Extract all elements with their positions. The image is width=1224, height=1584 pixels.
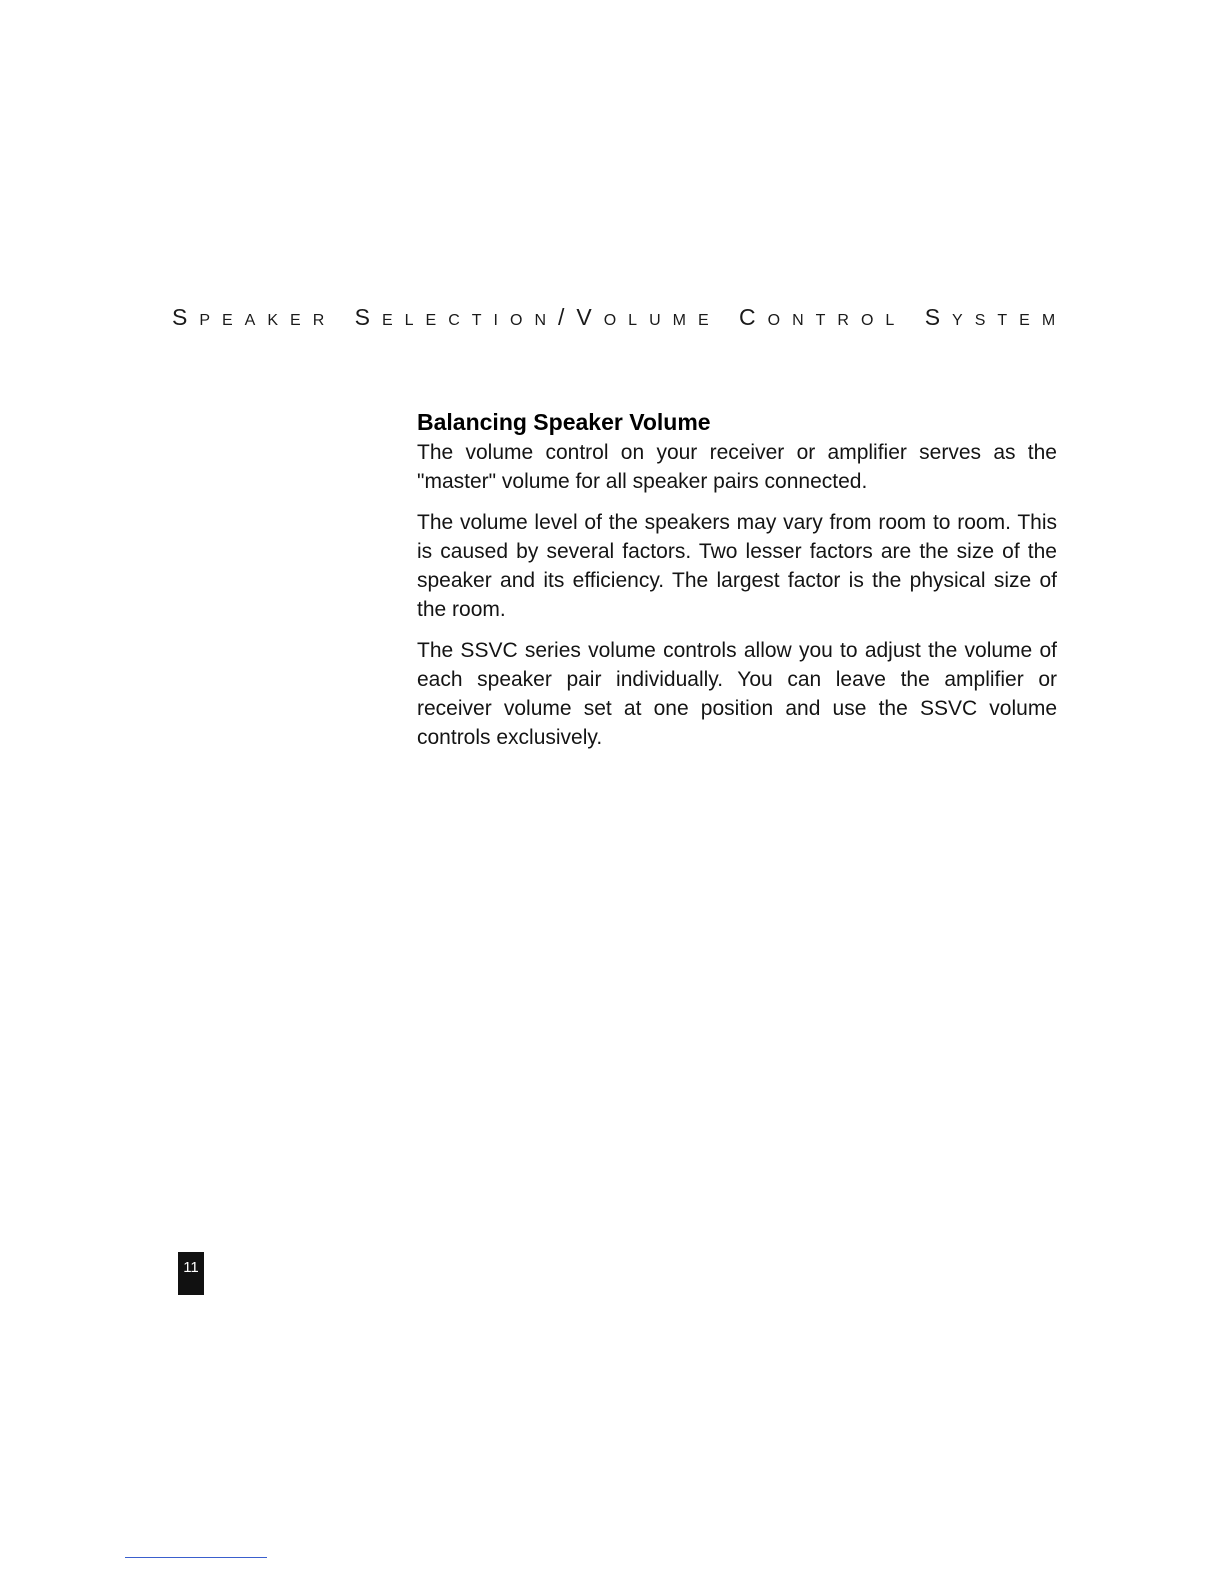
paragraph: The volume level of the speakers may vary from room to room. This is caused by several factors. Two lesser factors are the size of the speaker and its efficiency. The largest factor is the physical size of the room.	[417, 511, 1057, 621]
paragraph: The volume control on your receiver or amplifier serves as the "master" volume for all speaker pairs connected.	[417, 441, 1057, 493]
paragraph: The SSVC series volume controls allow you to adjust the volume of each speaker pair individually. You can leave the amplifier or receiver volume set at one position and use the SSVC volume controls exclusively.	[417, 639, 1057, 749]
running-header: Speaker Selection/Volume Control System	[172, 304, 1068, 330]
section-heading: Balancing Speaker Volume	[417, 409, 711, 435]
footer-rule	[125, 1557, 267, 1558]
page-number-tab: 11	[178, 1252, 204, 1295]
main-content	[417, 406, 1057, 764]
